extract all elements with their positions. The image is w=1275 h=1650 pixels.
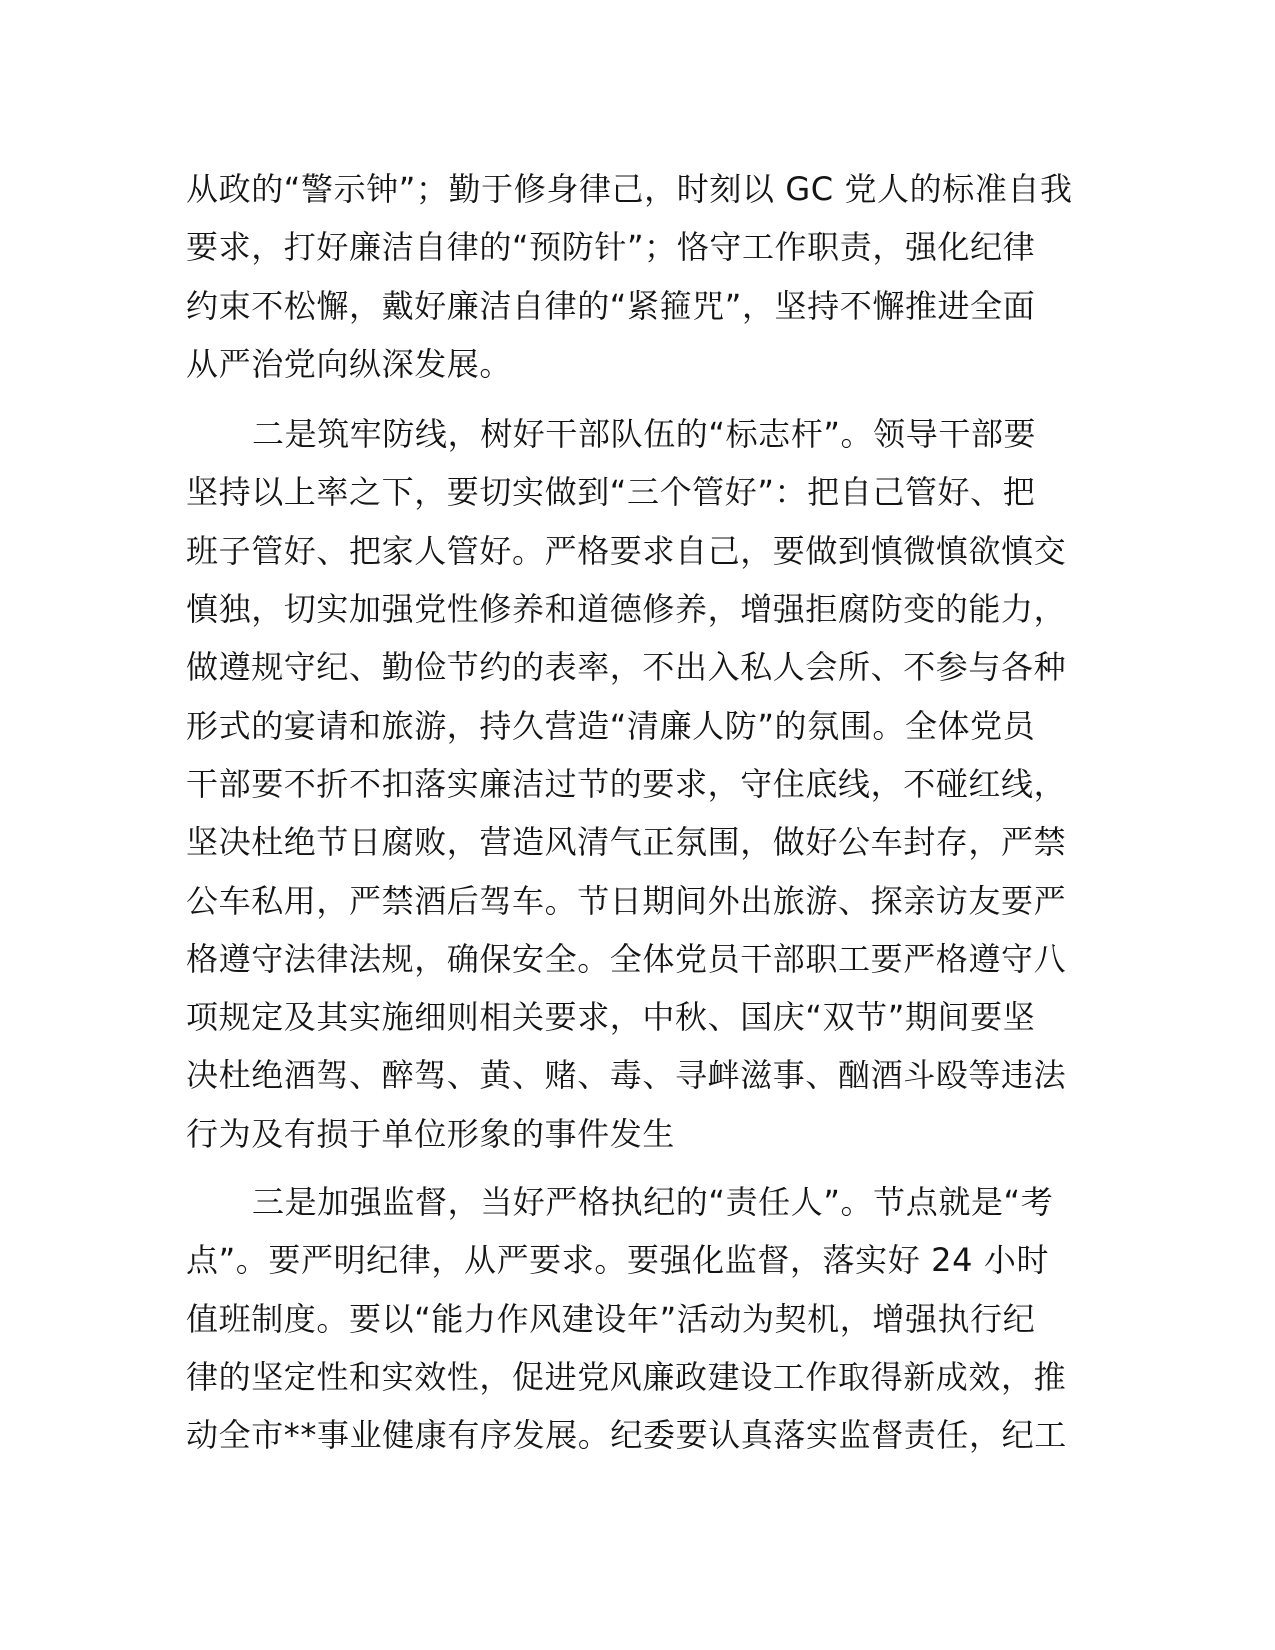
text-line: 动全市**事业健康有序发展。纪委要认真落实监督责任，纪工 (186, 1416, 1067, 1455)
text-line: 从政的“警示钟”；勤于修身律己，时刻以 GC 党人的标准自我 (186, 170, 1073, 208)
text-line: 形式的宴请和旅游，持久营造“清廉人防”的氛围。全体党员 (186, 706, 1036, 745)
paragraph-point-two (186, 405, 1090, 1163)
text-line: 三是加强监督，当好严格执纪的“责任人”。节点就是“考 (252, 1183, 1054, 1222)
text-line: 值班制度。要以“能力作风建设年”活动为契机，增强执行纪 (186, 1299, 1036, 1338)
text-line: 决杜绝酒驾、醉驾、黄、赌、毒、寻衅滋事、酗酒斗殴等违法 (186, 1056, 1067, 1095)
text-line: 律的坚定性和实效性，促进党风廉政建设工作取得新成效，推 (186, 1357, 1067, 1396)
text-line: 点”。要严明纪律，从严要求。要强化监督，落实好 24 小时 (186, 1241, 1050, 1280)
text-line: 要求，打好廉洁自律的“预防针”；恪守工作职责，强化纪律 (186, 228, 1036, 267)
text-line: 干部要不折不扣落实廉洁过节的要求，守住底线，不碰红线， (186, 764, 1067, 803)
text-line: 慎独，切实加强党性修养和道德修养，增强拒腐防变的能力， (186, 590, 1067, 629)
text-line: 约束不松懈，戴好廉洁自律的“紧箍咒”，坚持不懈推进全面 (186, 286, 1036, 325)
text-line: 从严治党向纵深发展。 (186, 344, 513, 383)
text-line: 坚决杜绝节日腐败，营造风清气正氛围，做好公车封存，严禁 (186, 823, 1067, 862)
text-line: 行为及有损于单位形象的事件发生 (186, 1114, 676, 1153)
text-line: 坚持以上率之下，要切实做到“三个管好”：把自己管好、把 (186, 473, 1036, 512)
paragraph-point-three (186, 1173, 1090, 1464)
paragraph-continuation (186, 160, 1090, 393)
document-body (186, 160, 1090, 1475)
text-line: 班子管好、把家人管好。严格要求自己，要做到慎微慎欲慎交 (186, 531, 1067, 570)
text-line: 格遵守法律法规，确保安全。全体党员干部职工要严格遵守八 (186, 939, 1067, 978)
text-line: 二是筑牢防线，树好干部队伍的“标志杆”。领导干部要 (252, 415, 1037, 454)
text-line: 做遵规守纪、勤俭节约的表率，不出入私人会所、不参与各种 (186, 648, 1067, 687)
text-line: 公车私用，严禁酒后驾车。节日期间外出旅游、探亲访友要严 (186, 881, 1067, 920)
text-line: 项规定及其实施细则相关要求，中秋、国庆“双节”期间要坚 (186, 998, 1036, 1037)
